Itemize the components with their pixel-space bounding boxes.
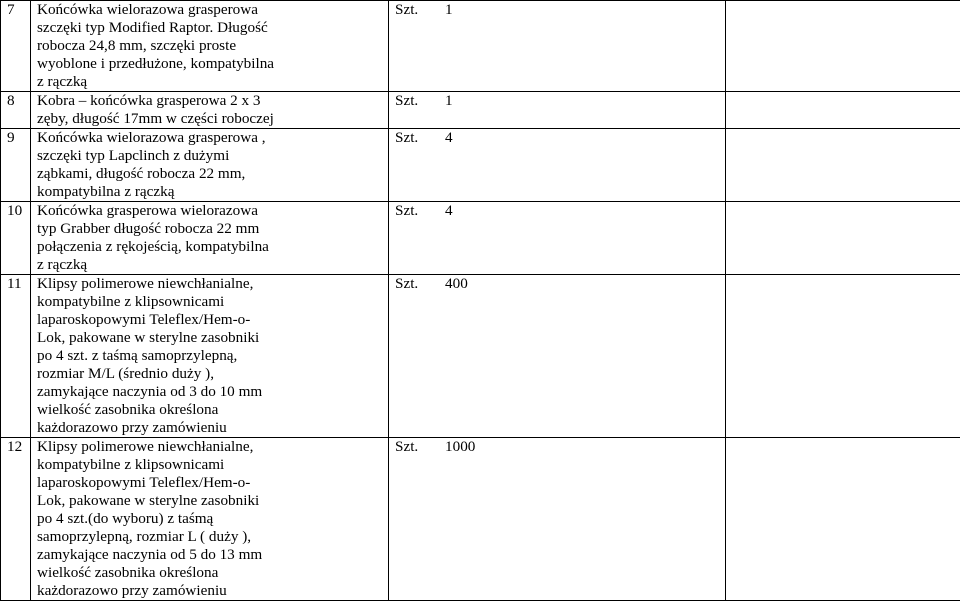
description-line: wielkość zasobnika określona: [37, 564, 388, 582]
unit-label: Szt.: [395, 275, 445, 293]
description-line: każdorazowo przy zamówieniu: [37, 419, 388, 437]
description-line: typ Grabber długość robocza 22 mm: [37, 220, 388, 238]
description-line: połączenia z rękojeścią, kompatybilna: [37, 238, 388, 256]
row-number: 12: [1, 438, 31, 601]
row-number: 9: [1, 129, 31, 202]
quantity-value: 4: [445, 129, 453, 146]
description-line: laparoskopowymi Teleflex/Hem-o-: [37, 311, 388, 329]
unit-quantity-cell: [389, 92, 726, 129]
description-line: Końcówka grasperowa wielorazowa: [37, 202, 388, 220]
description-line: z rączką: [37, 256, 388, 274]
empty-cell: [726, 202, 960, 275]
row-number: 10: [1, 202, 31, 275]
description-line: laparoskopowymi Teleflex/Hem-o-: [37, 474, 388, 492]
unit-label: Szt.: [395, 92, 445, 110]
description-line: Lok, pakowane w sterylne zasobniki: [37, 492, 388, 510]
description-line: po 4 szt. z taśmą samoprzylepną,: [37, 347, 388, 365]
description-line: zamykające naczynia od 5 do 13 mm: [37, 546, 388, 564]
table-row: [1, 275, 960, 438]
description-line: kompatybilna z rączką: [37, 183, 388, 201]
description-line: zęby, długość 17mm w części roboczej: [37, 110, 388, 128]
unit-quantity-cell: [389, 275, 726, 438]
empty-cell: [726, 438, 960, 601]
item-description: [31, 92, 389, 129]
row-number: 11: [1, 275, 31, 438]
description-line: Lok, pakowane w sterylne zasobniki: [37, 329, 388, 347]
item-description: [31, 275, 389, 438]
description-line: samoprzylepną, rozmiar L ( duży ),: [37, 528, 388, 546]
table-row: [1, 202, 960, 275]
item-description: [31, 438, 389, 601]
description-line: szczęki typ Lapclinch z dużymi: [37, 147, 388, 165]
description-line: ząbkami, długość robocza 22 mm,: [37, 165, 388, 183]
description-line: rozmiar M/L (średnio duży ),: [37, 365, 388, 383]
item-description: [31, 1, 389, 92]
description-line: robocza 24,8 mm, szczęki proste: [37, 37, 388, 55]
description-line: szczęki typ Modified Raptor. Długość: [37, 19, 388, 37]
unit-label: Szt.: [395, 202, 445, 220]
description-line: Końcówka wielorazowa grasperowa ,: [37, 129, 388, 147]
table-row: [1, 92, 960, 129]
row-number: 8: [1, 92, 31, 129]
description-line: kompatybilne z klipsownicami: [37, 293, 388, 311]
unit-quantity-cell: [389, 129, 726, 202]
description-line: Końcówka wielorazowa grasperowa: [37, 1, 388, 19]
description-line: każdorazowo przy zamówieniu: [37, 582, 388, 600]
description-line: wielkość zasobnika określona: [37, 401, 388, 419]
description-line: zamykające naczynia od 3 do 10 mm: [37, 383, 388, 401]
description-line: po 4 szt.(do wyboru) z taśmą: [37, 510, 388, 528]
unit-quantity-cell: [389, 202, 726, 275]
quantity-value: 1: [445, 1, 453, 18]
row-number: 7: [1, 1, 31, 92]
description-line: z rączką: [37, 73, 388, 91]
unit-quantity-cell: [389, 1, 726, 92]
table-row: [1, 1, 960, 92]
empty-cell: [726, 1, 960, 92]
description-line: kompatybilne z klipsownicami: [37, 456, 388, 474]
empty-cell: [726, 275, 960, 438]
specification-table-body: [1, 1, 960, 601]
empty-cell: [726, 92, 960, 129]
description-line: Kobra – końcówka grasperowa 2 x 3: [37, 92, 388, 110]
description-line: Klipsy polimerowe niewchłanialne,: [37, 438, 388, 456]
unit-label: Szt.: [395, 1, 445, 19]
quantity-value: 1: [445, 92, 453, 109]
quantity-value: 400: [445, 275, 468, 292]
item-description: [31, 129, 389, 202]
table-row: [1, 129, 960, 202]
empty-cell: [726, 129, 960, 202]
quantity-value: 1000: [445, 438, 475, 455]
unit-label: Szt.: [395, 438, 445, 456]
table-row: [1, 438, 960, 601]
quantity-value: 4: [445, 202, 453, 219]
unit-quantity-cell: [389, 438, 726, 601]
description-line: wyoblone i przedłużone, kompatybilna: [37, 55, 388, 73]
unit-label: Szt.: [395, 129, 445, 147]
item-description: [31, 202, 389, 275]
description-line: Klipsy polimerowe niewchłanialne,: [37, 275, 388, 293]
